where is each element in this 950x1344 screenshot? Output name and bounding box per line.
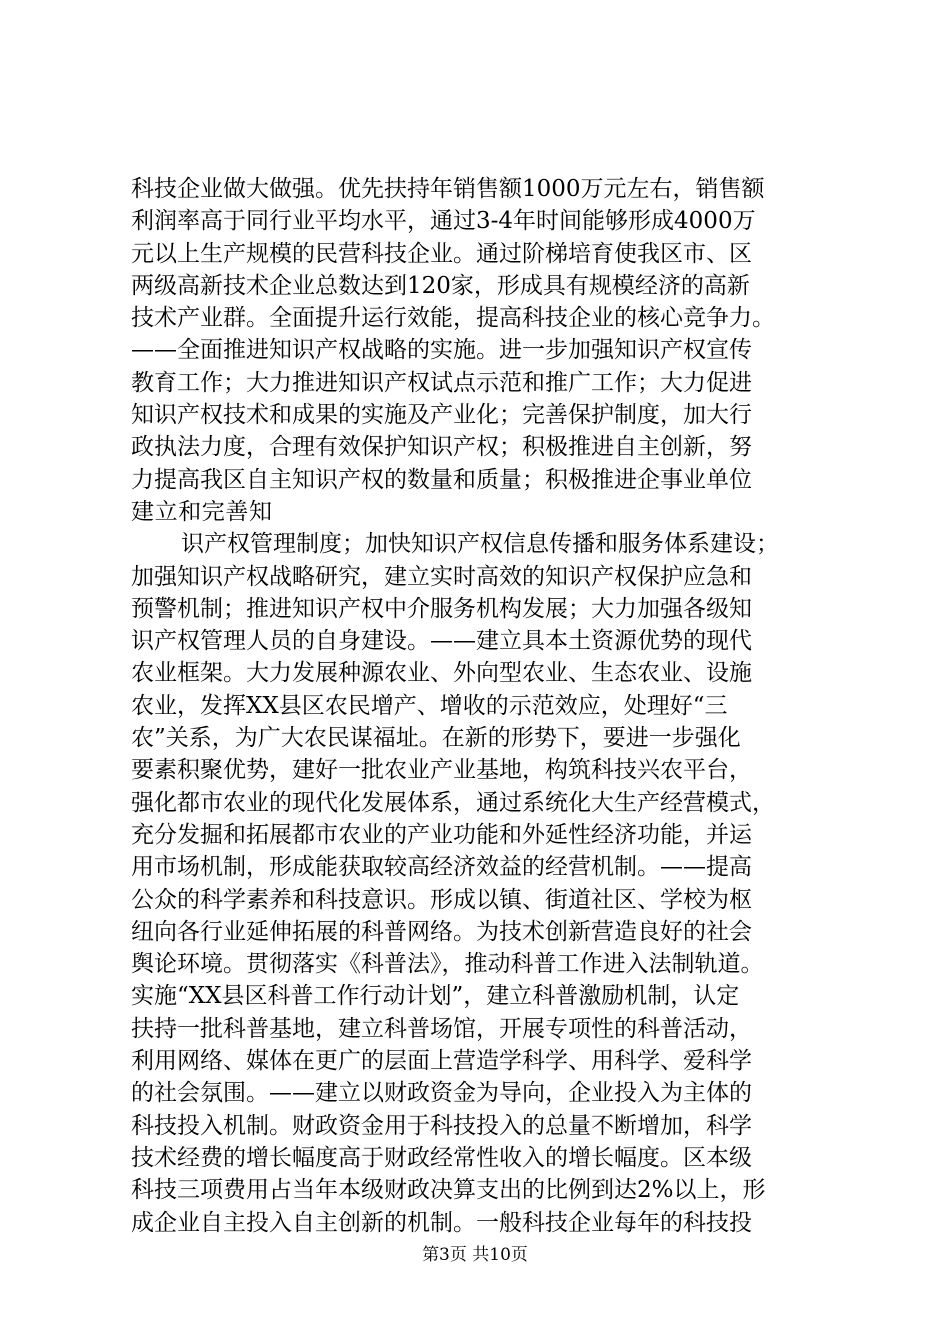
text-line: 要素积聚优势，建好一批农业产业基地，构筑科技兴农平台， xyxy=(131,757,752,784)
text-line: 利润率高于同行业平均水平，通过3-4年时间能够形成4000万 xyxy=(131,208,756,235)
text-line: 建立和完善知 xyxy=(131,498,273,525)
text-line: 两级高新技术企业总数达到120家，形成具有规模经济的高新 xyxy=(131,272,750,299)
text-line: 用市场机制，形成能获取较高经济效益的经营机制。——提高 xyxy=(131,854,752,881)
text-line: 的社会氛围。——建立以财政资金为导向，企业投入为主体的 xyxy=(131,1080,752,1107)
text-line: 充分发掘和拓展都市农业的产业功能和外延性经济功能，并运 xyxy=(131,821,752,848)
text-line: 农业，发挥XX县区农民增产、增收的示范效应，处理好“三 xyxy=(131,692,728,719)
text-line: ——全面推进知识产权战略的实施。进一步加强知识产权宣传 xyxy=(131,337,752,364)
body-text xyxy=(131,173,831,1239)
text-line: 力提高我区自主知识产权的数量和质量；积极推进企事业单位 xyxy=(131,466,752,493)
text-line: 知识产权技术和成果的实施及产业化；完善保护制度，加大行 xyxy=(131,402,752,429)
text-line: 政执法力度，合理有效保护知识产权；积极推进自主创新，努 xyxy=(131,434,752,461)
text-line: 技术产业群。全面提升运行效能，提高科技企业的核心竞争力。 xyxy=(131,305,775,332)
text-line: 预警机制；推进知识产权中介服务机构发展；大力加强各级知 xyxy=(131,595,752,622)
text-line: 科技企业做大做强。优先扶持年销售额1000万元左右，销售额 xyxy=(131,176,765,202)
text-line: 识产权管理制度；加快知识产权信息传播和服务体系建设； xyxy=(181,531,779,558)
text-line: 成企业自主投入自主创新的机制。一般科技企业每年的科技投 xyxy=(131,1209,752,1236)
text-line: 实施“XX县区科普工作行动计划”，建立科普激励机制，认定 xyxy=(131,983,740,1010)
page-footer: 第3页 共10页 xyxy=(422,1245,528,1265)
text-line: 强化都市农业的现代化发展体系，通过系统化大生产经营模式， xyxy=(131,789,775,816)
text-line: 农业框架。大力发展种源农业、外向型农业、生态农业、设施 xyxy=(131,660,752,687)
text-line: 利用网络、媒体在更广的层面上营造学科学、用科学、爱科学 xyxy=(131,1048,752,1075)
text-line: 舆论环境。贯彻落实《科普法》，推动科普工作进入法制轨道。 xyxy=(131,951,764,978)
text-line: 识产权管理人员的自身建设。——建立具本土资源优势的现代 xyxy=(131,628,752,655)
text-line: 科技三项费用占当年本级财政决算支出的比例到达2%以上，形 xyxy=(131,1177,766,1204)
text-line: 元以上生产规模的民营科技企业。通过阶梯培育使我区市、区 xyxy=(131,240,752,267)
text-line: 扶持一批科普基地，建立科普场馆，开展专项性的科普活动， xyxy=(131,1015,752,1042)
text-line: 纽向各行业延伸拓展的科普网络。为技术创新营造良好的社会 xyxy=(131,918,752,945)
text-line: 加强知识产权战略研究，建立实时高效的知识产权保护应急和 xyxy=(131,563,752,590)
text-line: 农”关系，为广大农民谋福址。在新的形势下，要进一步强化 xyxy=(131,725,741,752)
text-line: 技术经费的增长幅度高于财政经常性收入的增长幅度。区本级 xyxy=(131,1144,752,1171)
text-line: 公众的科学素养和科技意识。形成以镇、街道社区、学校为枢 xyxy=(131,886,752,913)
text-line: 科技投入机制。财政资金用于科技投入的总量不断增加，科学 xyxy=(131,1112,752,1139)
text-line: 教育工作；大力推进知识产权试点示范和推广工作；大力促进 xyxy=(131,369,752,396)
